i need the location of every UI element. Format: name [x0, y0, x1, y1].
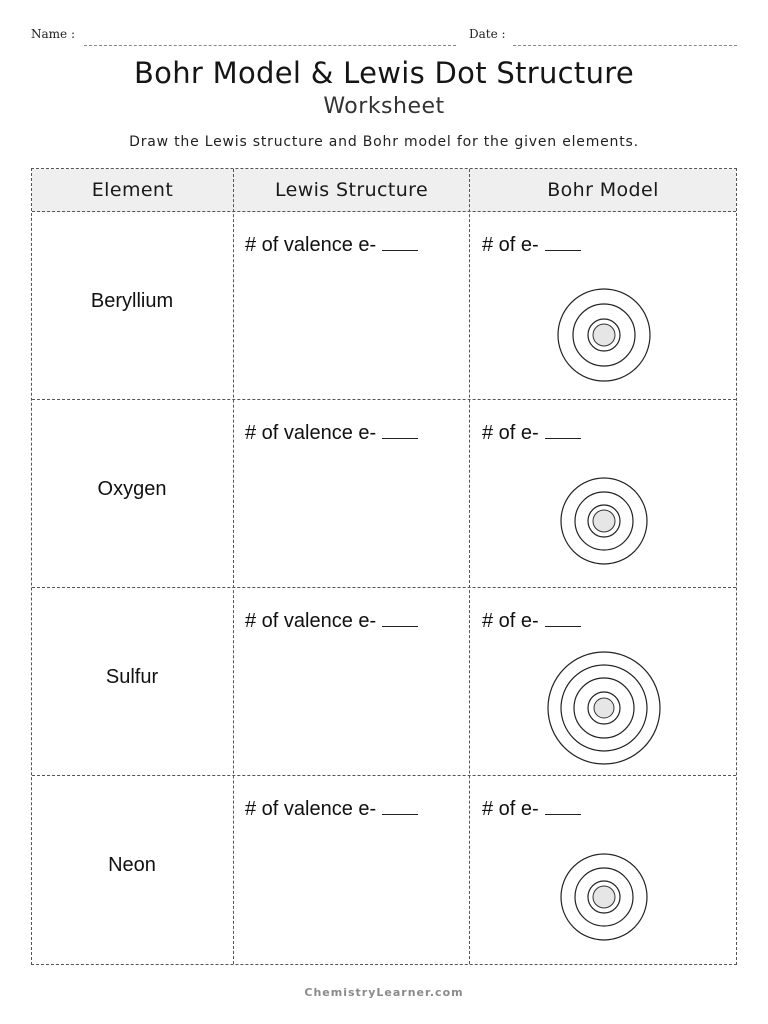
table-row: [32, 776, 736, 964]
electron-count-label: # of e-: [482, 234, 539, 256]
element-name: Sulfur: [105, 666, 159, 688]
valence-electrons-prompt: [245, 608, 418, 633]
valence-electrons-prompt: [245, 796, 418, 821]
name-field[interactable]: [84, 45, 456, 46]
table-header-row: [32, 169, 736, 212]
nucleus: [594, 698, 614, 718]
valence-electrons-prompt: [245, 232, 418, 257]
element-name: Oxygen: [97, 478, 167, 500]
electron-count-prompt: [482, 420, 581, 445]
valence-electrons-prompt: [245, 420, 418, 445]
bohr-model-diagram: [557, 850, 651, 944]
electron-count-label: # of e-: [482, 422, 539, 444]
date-label: Date :: [469, 27, 506, 41]
nucleus: [593, 510, 615, 532]
bohr-model-diagram: [546, 650, 662, 766]
table-row: [32, 212, 736, 400]
nucleus: [593, 886, 615, 908]
electron-count-prompt: [482, 232, 581, 257]
table-row: [32, 588, 736, 776]
electron-count-blank[interactable]: [545, 420, 581, 439]
valence-electrons-blank[interactable]: [382, 796, 418, 815]
table-row: [32, 400, 736, 588]
column-header-element: Element: [91, 179, 174, 201]
valence-electrons-blank[interactable]: [382, 420, 418, 439]
bohr-model-diagram: [557, 474, 651, 568]
column-header-bohr-model: Bohr Model: [547, 179, 659, 201]
electron-count-blank[interactable]: [545, 232, 581, 251]
worksheet-subtitle: Worksheet: [323, 94, 445, 119]
electron-count-label: # of e-: [482, 610, 539, 632]
electron-count-prompt: [482, 608, 581, 633]
electron-count-blank[interactable]: [545, 608, 581, 627]
electron-count-blank[interactable]: [545, 796, 581, 815]
bohr-model-diagram: [554, 285, 654, 385]
column-header-lewis-structure: Lewis Structure: [274, 179, 429, 201]
date-field[interactable]: [513, 45, 737, 46]
electron-count-prompt: [482, 796, 581, 821]
valence-electrons-blank[interactable]: [382, 232, 418, 251]
valence-electrons-label: # of valence e-: [245, 234, 377, 256]
name-label: Name :: [31, 27, 75, 41]
valence-electrons-blank[interactable]: [382, 608, 418, 627]
element-name: Beryllium: [90, 290, 174, 312]
worksheet-title: Bohr Model & Lewis Dot Structure: [133, 56, 635, 90]
valence-electrons-label: # of valence e-: [245, 798, 377, 820]
electron-count-label: # of e-: [482, 798, 539, 820]
instruction-text: Draw the Lewis structure and Bohr model for the given elements.: [129, 134, 639, 150]
valence-electrons-label: # of valence e-: [245, 610, 377, 632]
valence-electrons-label: # of valence e-: [245, 422, 377, 444]
worksheet-table: [31, 168, 737, 965]
element-name: Neon: [108, 854, 156, 876]
footer-credit: ChemistryLearner.com: [304, 986, 464, 999]
nucleus: [593, 324, 615, 346]
